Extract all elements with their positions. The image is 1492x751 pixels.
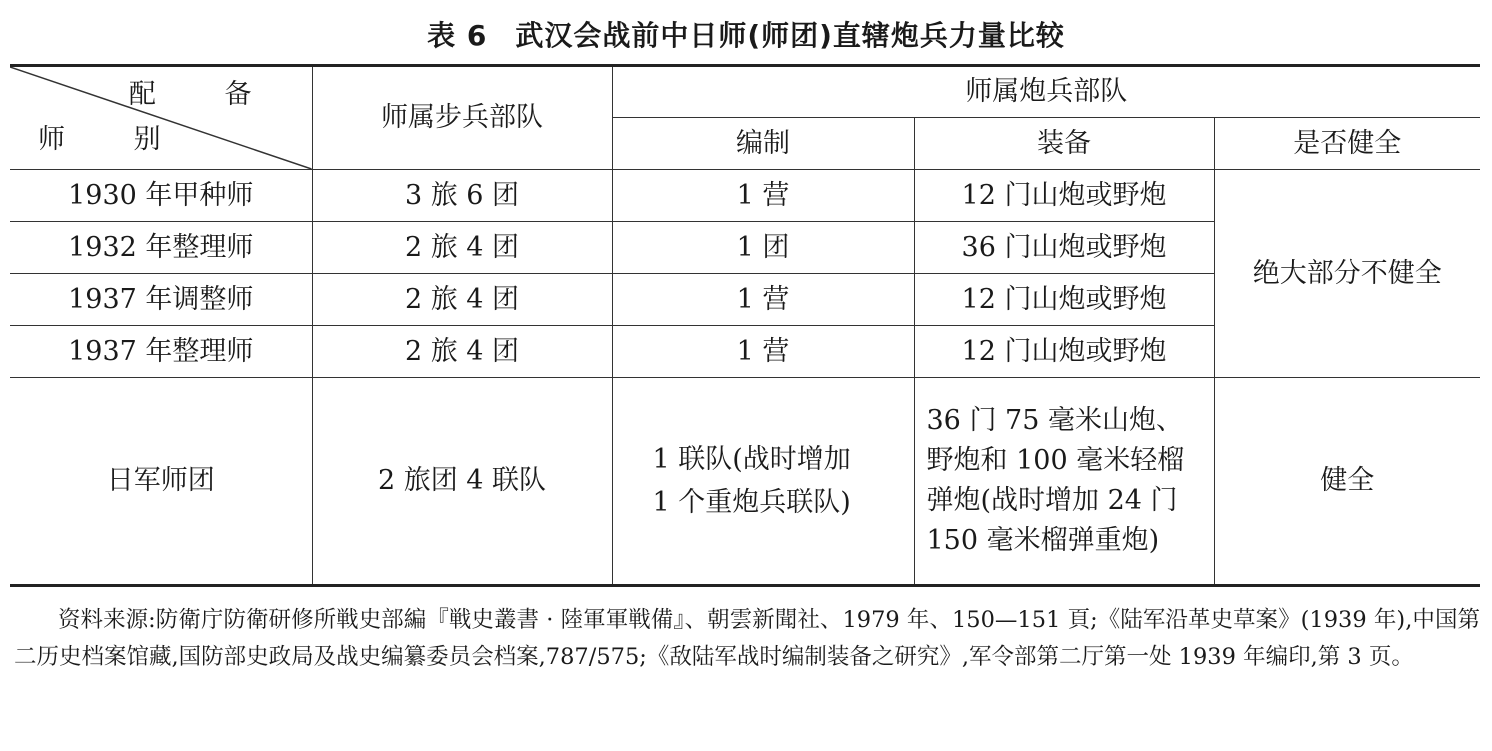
japan-complete-cell: 健全 (1214, 378, 1480, 586)
equipment-line: 弹炮(战时增加 24 门 (926, 485, 1178, 516)
equipment-line: 野炮和 100 毫米轻榴 (926, 445, 1185, 477)
division-cell: 1937 年调整师 (10, 274, 312, 326)
equipment-line: 36 门 75 毫米山炮、 (926, 405, 1183, 437)
organization-cell (612, 378, 914, 586)
organization-header: 编制 (612, 118, 914, 170)
infantry-cell: 2 旅团 4 联队 (312, 378, 612, 586)
complete-header: 是否健全 (1214, 118, 1480, 170)
division-cell: 日军师团 (10, 378, 312, 586)
organization-line: 1 个重炮兵联队) (652, 487, 851, 518)
corner-top-label: 配 备 (128, 79, 282, 110)
header-row-1 (10, 66, 1480, 118)
infantry-cell: 3 旅 6 团 (312, 170, 612, 222)
equipment-cell: 36 门山炮或野炮 (914, 222, 1214, 274)
table-caption (0, 14, 1492, 54)
infantry-cell: 2 旅 4 团 (312, 222, 612, 274)
source-note: 资料来源:防衛庁防衛研修所戦史部編『戦史叢書 · 陸軍軍戦備』、朝雲新聞社、1979 年、150—151 頁;《陆军沿革史草案》(1939 年),中国第二历史档案馆藏,国防部史政局及战史编纂委员会档案,787/575;《敌陆军战时编制装备之研究》,军令部第二厅第一处 1939 年编印,第 3 页。 (14, 607, 1480, 671)
comparison-table (10, 64, 1480, 587)
organization-cell: 1 营 (612, 274, 914, 326)
equipment-cell: 12 门山炮或野炮 (914, 326, 1214, 378)
infantry-header: 师属步兵部队 (312, 66, 612, 170)
division-cell: 1930 年甲种师 (10, 170, 312, 222)
organization-cell: 1 营 (612, 170, 914, 222)
table-title: 武汉会战前中日师(师团)直辖炮兵力量比较 (515, 19, 1065, 52)
japan-row (10, 378, 1480, 586)
table-number: 表 6 (427, 19, 488, 52)
table-row (10, 170, 1480, 222)
infantry-cell: 2 旅 4 团 (312, 326, 612, 378)
equipment-cell (914, 378, 1214, 586)
equipment-cell: 12 门山炮或野炮 (914, 274, 1214, 326)
organization-cell: 1 营 (612, 326, 914, 378)
corner-bottom-label: 师 别 (38, 123, 191, 155)
artillery-header: 师属炮兵部队 (612, 66, 1480, 118)
equipment-line: 150 毫米榴弹重炮) (926, 524, 1160, 556)
infantry-cell: 2 旅 4 团 (312, 274, 612, 326)
equipment-cell: 12 门山炮或野炮 (914, 170, 1214, 222)
organization-cell: 1 团 (612, 222, 914, 274)
equipment-header: 装备 (914, 118, 1214, 170)
division-cell: 1932 年整理师 (10, 222, 312, 274)
chinese-complete-cell: 绝大部分不健全 (1214, 170, 1480, 378)
organization-line: 1 联队(战时增加 (652, 443, 851, 475)
division-cell: 1937 年整理师 (10, 326, 312, 378)
diagonal-corner-cell (10, 66, 312, 170)
